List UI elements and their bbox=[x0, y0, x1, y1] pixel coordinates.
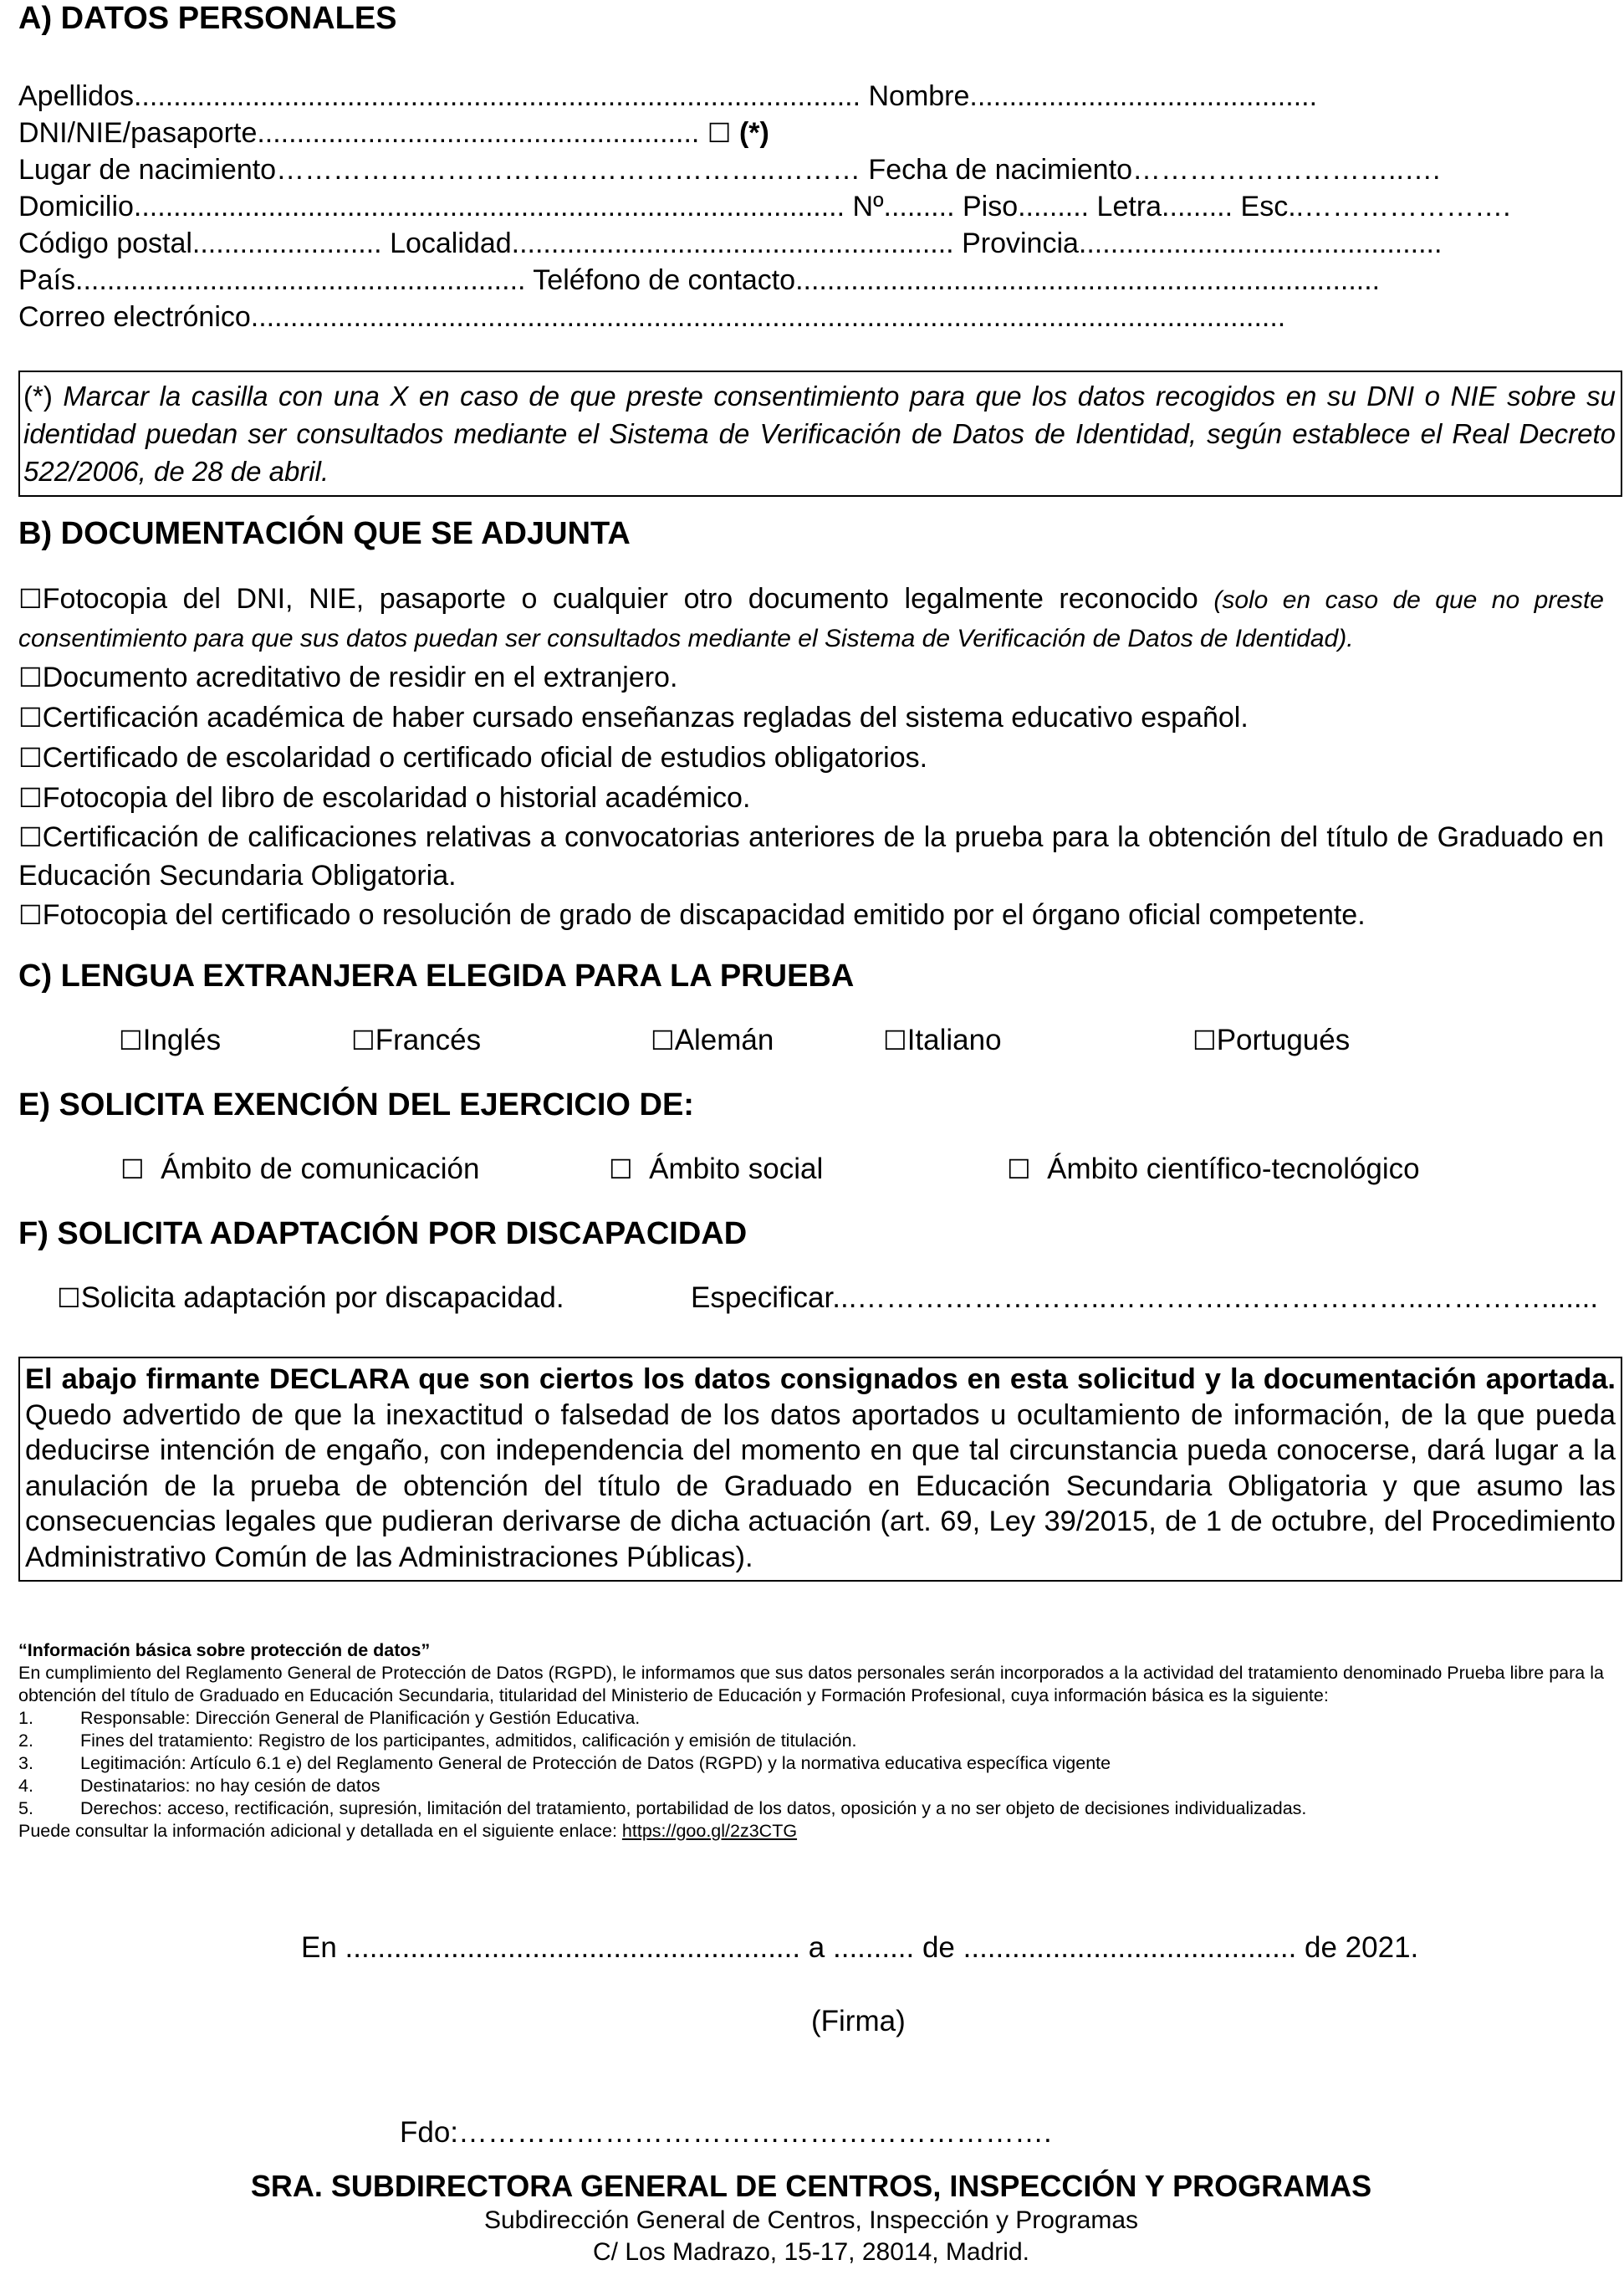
section-f-title: F) SOLICITA ADAPTACIÓN POR DISCAPACIDAD bbox=[18, 1216, 748, 1251]
language-option-portugues[interactable]: ☐Portugués bbox=[1192, 1024, 1351, 1056]
doc-checkbox[interactable]: ☐ bbox=[18, 583, 43, 615]
personal-data-fields bbox=[18, 78, 1589, 335]
doc-checkbox[interactable]: ☐ bbox=[18, 782, 43, 814]
doc-item-discapacidad bbox=[18, 895, 1604, 935]
language-option-ingles[interactable]: ☐Inglés bbox=[119, 1024, 222, 1056]
adaptation-row bbox=[18, 1278, 1604, 1318]
privacy-list bbox=[18, 1707, 1604, 1820]
declaration-bold: El abajo firmante DECLARA que son ciertos los datos consignados en esta solicitud y la documentación aportada. bbox=[25, 1363, 1616, 1395]
doc-item-certificado-escolaridad bbox=[18, 738, 1604, 778]
privacy-list-item: 1. Responsable: Dirección General de Planificación y Gestión Educativa. bbox=[18, 1708, 641, 1728]
language-checkbox[interactable]: ☐ bbox=[883, 1025, 907, 1056]
exemption-options bbox=[18, 1149, 1604, 1189]
doc-item-label: Documento acreditativo de residir en el extranjero. bbox=[42, 662, 678, 693]
privacy-info bbox=[18, 1639, 1604, 1843]
field-pais-telefono[interactable]: País......................................................... Teléfono de contacto.......................................................................... bbox=[18, 264, 1381, 296]
section-a-title: A) DATOS PERSONALES bbox=[18, 1, 397, 36]
field-codigo-postal-localidad-provincia[interactable]: Código postal........................ Localidad........................................................ Provincia.............................................. bbox=[18, 228, 1443, 259]
place-date-field[interactable]: En ........................................................ a .......... de ......................................... de 2021. bbox=[301, 1931, 1419, 1964]
declaration-text: Quedo advertido de que la inexactitud o falsedad de los datos aportados u ocultamiento de información, de la que pueda deducirse intención de engaño, con independencia del momento en que tal circunstancia pueda conocerse, dará lugar a la anulación de la prueba de obtención del título de Graduado en Educación Secundaria Obligatoria y que asumo las consecuencias legales que pudieran derivarse de dicha actuación (art. 69, Ley 39/2015, de 1 de octubre, del Procedimiento Administrativo Común de las Administraciones Públicas). bbox=[25, 1398, 1616, 1573]
recipient-title: SRA. SUBDIRECTORA GENERAL DE CENTROS, INSPECCIÓN Y PROGRAMAS bbox=[250, 2169, 1372, 2203]
doc-checkbox[interactable]: ☐ bbox=[18, 662, 43, 693]
exemption-checkbox[interactable]: ☐ bbox=[609, 1153, 633, 1185]
recipient-address-2: C/ Los Madrazo, 15-17, 28014, Madrid. bbox=[593, 2238, 1029, 2266]
language-option-frances[interactable]: ☐Francés bbox=[351, 1024, 482, 1056]
language-checkbox[interactable]: ☐ bbox=[351, 1025, 375, 1056]
dni-consent-checkbox[interactable]: ☐ bbox=[707, 117, 732, 149]
language-checkbox[interactable]: ☐ bbox=[119, 1025, 143, 1056]
doc-checkbox[interactable]: ☐ bbox=[18, 821, 43, 853]
consent-note-box bbox=[18, 371, 1622, 497]
exemption-option-comunicacion[interactable]: ☐ Ámbito de comunicación bbox=[120, 1153, 480, 1185]
field-domicilio[interactable]: Domicilio.......................................................................................... Nº......... Piso......... Letra......... Esc..…………………. bbox=[18, 191, 1511, 222]
section-e-title: E) SOLICITA EXENCIÓN DEL EJERCICIO DE: bbox=[18, 1087, 694, 1122]
field-dni-label: DNI/NIE/pasaporte........................................................ bbox=[18, 117, 700, 149]
privacy-list-item: 3. Legitimación: Artículo 6.1 e) del Reglamento General de Protección de Datos (RGPD) y la normativa educativa específica vigente bbox=[18, 1753, 1111, 1773]
exemption-checkbox[interactable]: ☐ bbox=[1007, 1153, 1031, 1185]
fdo-field[interactable]: Fdo:……………………………………………………. bbox=[400, 2116, 1052, 2149]
consent-note-lead: (*) bbox=[23, 381, 53, 412]
adaptation-specify-field[interactable]: Especificar...……………………..………….………………..…………....... bbox=[691, 1281, 1599, 1314]
recipient-address-1: Subdirección General de Centros, Inspección y Programas bbox=[483, 2206, 1139, 2234]
doc-checkbox[interactable]: ☐ bbox=[18, 899, 43, 931]
doc-item-note: (solo en caso de que no preste consentimiento para que sus datos puedan ser consultados mediante el Sistema de Verificación de Datos de Identidad). bbox=[18, 586, 1604, 652]
dni-asterisk: (*) bbox=[738, 117, 769, 149]
doc-item-label: Certificación académica de haber cursado enseñanzas regladas del sistema educativo español. bbox=[42, 702, 1249, 734]
section-b-title: B) DOCUMENTACIÓN QUE SE ADJUNTA bbox=[18, 516, 631, 551]
language-checkbox[interactable]: ☐ bbox=[651, 1025, 675, 1056]
doc-item-label: Certificado de escolaridad o certificado oficial de estudios obligatorios. bbox=[42, 742, 928, 774]
privacy-link-line: Puede consultar la información adicional y detallada en el siguiente enlace: https://goo.gl/2z3CTG bbox=[18, 1821, 798, 1841]
declaration-box bbox=[18, 1357, 1622, 1582]
doc-item-dni bbox=[18, 580, 1604, 657]
consent-note-text: Marcar la casilla con una X en caso de que preste consentimiento para que los datos recogidos en su DNI o NIE sobre su identidad puedan ser consultados mediante el Sistema de Verificación de Datos de Identidad, según establece el Real Decreto 522/2006, de 28 de abril. bbox=[23, 381, 1616, 487]
privacy-link[interactable]: https://goo.gl/2z3CTG bbox=[621, 1821, 798, 1841]
doc-checkbox[interactable]: ☐ bbox=[18, 742, 43, 774]
doc-item-label: Certificación de calificaciones relativas a convocatorias anteriores de la prueba para la obtención del título de Graduado en Educación Secundaria Obligatoria. bbox=[18, 821, 1604, 892]
privacy-title: “Información básica sobre protección de datos” bbox=[18, 1640, 431, 1660]
privacy-list-item: 5. Derechos: acceso, rectificación, supresión, limitación del tratamiento, portabilidad de los datos, oposición y a no ser objeto de decisiones individualizadas. bbox=[18, 1798, 1307, 1818]
doc-item-calificaciones bbox=[18, 818, 1604, 895]
language-checkbox[interactable]: ☐ bbox=[1192, 1025, 1217, 1056]
adaptation-checkbox[interactable]: ☐ bbox=[57, 1282, 81, 1314]
doc-item-libro-escolaridad bbox=[18, 778, 1604, 818]
doc-item-residencia bbox=[18, 657, 1604, 698]
exemption-option-cientifico[interactable]: ☐ Ámbito científico-tecnológico bbox=[1007, 1153, 1420, 1185]
field-dni[interactable] bbox=[18, 115, 1589, 151]
language-option-italiano[interactable]: ☐Italiano bbox=[883, 1024, 1002, 1056]
section-c-title: C) LENGUA EXTRANJERA ELEGIDA PARA LA PRUEBA bbox=[18, 959, 855, 994]
exemption-checkbox[interactable]: ☐ bbox=[120, 1153, 145, 1185]
documentation-list bbox=[18, 580, 1604, 935]
field-correo[interactable]: Correo electrónico................................................................................................................................... bbox=[18, 301, 1286, 333]
privacy-list-item: 4. Destinatarios: no hay cesión de datos bbox=[18, 1776, 380, 1796]
doc-item-certificacion-academica bbox=[18, 698, 1604, 738]
field-apellidos-nombre[interactable]: Apellidos............................................................................................ Nombre............................................ bbox=[18, 80, 1318, 112]
firma-label: (Firma) bbox=[811, 2005, 906, 2037]
privacy-list-item: 2. Fines del tratamiento: Registro de los participantes, admitidos, calificación y emisión de titulación. bbox=[18, 1731, 857, 1751]
doc-item-label: Fotocopia del DNI, NIE, pasaporte o cualquier otro documento legalmente reconocido bbox=[42, 583, 1198, 615]
doc-item-label: Fotocopia del libro de escolaridad o historial académico. bbox=[42, 782, 751, 814]
doc-item-label: Fotocopia del certificado o resolución de grado de discapacidad emitido por el órgano oficial competente. bbox=[42, 899, 1366, 931]
language-options bbox=[18, 1020, 1604, 1061]
language-option-aleman[interactable]: ☐Alemán bbox=[651, 1024, 774, 1056]
field-lugar-fecha-nacimiento[interactable]: Lugar de nacimiento……………………………………………..……… Fecha de nacimiento………………………..…. bbox=[18, 154, 1441, 186]
adaptation-option[interactable]: ☐Solicita adaptación por discapacidad. bbox=[57, 1281, 564, 1314]
privacy-intro: En cumplimiento del Reglamento General de Protección de Datos (RGPD), le informamos que sus datos personales serán incorporados a la actividad del tratamiento denominado Prueba libre para la obtención del título de Graduado en Educación Secundaria, titularidad del Ministerio de Educación y Formación Profesional, cuya información básica es la siguiente: bbox=[18, 1663, 1604, 1705]
exemption-option-social[interactable]: ☐ Ámbito social bbox=[609, 1153, 824, 1185]
doc-checkbox[interactable]: ☐ bbox=[18, 702, 43, 734]
